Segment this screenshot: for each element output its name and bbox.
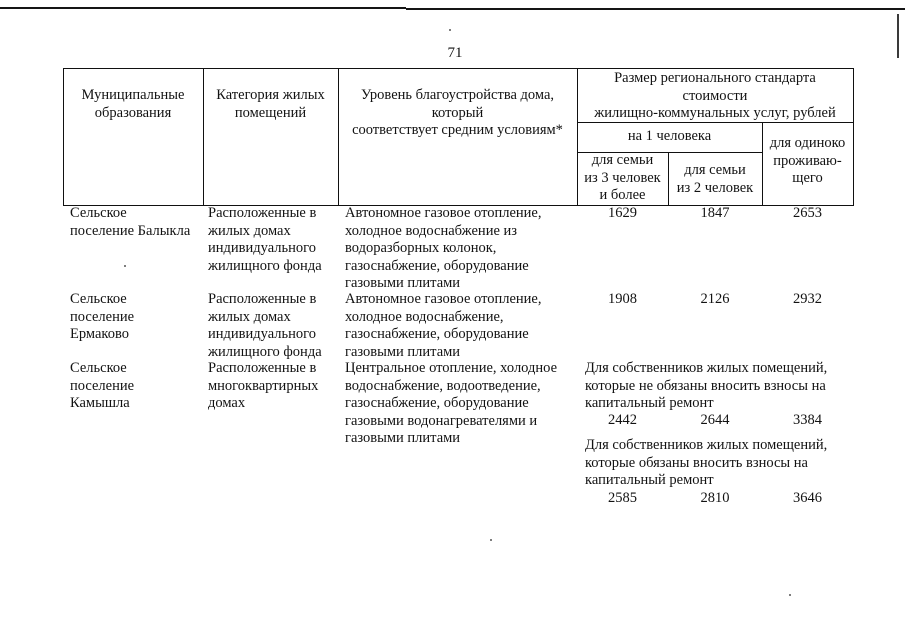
header-line: который <box>431 104 484 121</box>
header-line: Муниципальные <box>81 87 185 103</box>
header-line: щего <box>792 170 823 186</box>
cell-line: домах <box>208 395 246 411</box>
cell-line: жилищного фонда <box>208 343 322 360</box>
header-line: помещений <box>234 104 307 121</box>
value-single-resident: 3384 <box>793 412 822 428</box>
cell-line: Сельское <box>70 291 127 307</box>
header-line: жилищно-коммунальных услуг, рублей <box>594 105 836 121</box>
amenities-cell <box>345 205 542 293</box>
cell-line: холодное водоснабжение из <box>345 222 517 239</box>
cell-line: поселение <box>70 377 135 394</box>
header-line: проживаю- <box>773 152 842 169</box>
cell-line: холодное водоснабжение, <box>345 308 504 325</box>
header-line: соответствует средним условиям* <box>352 122 563 138</box>
header-municipality <box>63 87 203 122</box>
header-line: для семьи <box>591 152 654 168</box>
cell-line: Расположенные в <box>208 291 317 307</box>
cell-line: Сельское <box>70 360 127 376</box>
value-family-3plus: 2442 <box>608 412 637 428</box>
header-per-person <box>577 128 762 146</box>
header-line: Размер регионального стандарта <box>614 70 816 86</box>
value-family-3plus: 1908 <box>608 291 637 307</box>
scan-edge-mark <box>897 14 899 58</box>
header-line: на 1 человека <box>627 128 712 144</box>
cell-line: Автономное газовое отопление, <box>345 291 542 307</box>
cell-line: газовыми плитами <box>345 343 461 360</box>
header-single-resident <box>762 135 853 188</box>
table-grid-line <box>63 68 854 69</box>
cell-line: жилищного фонда <box>208 257 322 274</box>
header-line: из 2 человек <box>676 179 754 196</box>
cell-line: многоквартирных <box>208 377 319 394</box>
cell-line: жилых домах <box>208 222 291 239</box>
cell-line: которые обязаны вносить взносы на <box>585 454 808 471</box>
cell-line: капитальный ремонт <box>585 395 714 411</box>
table-grid-line <box>853 68 854 206</box>
value-single-resident: 3646 <box>793 490 822 506</box>
cell-line: капитальный ремонт <box>585 472 714 488</box>
owner-group-note <box>585 360 827 413</box>
header-family-2 <box>668 162 762 197</box>
value-family-3plus: 2585 <box>608 490 637 506</box>
header-line: из 3 человек <box>584 169 661 186</box>
cell-line: газовыми плитами <box>345 275 461 291</box>
header-line: Категория жилых <box>216 87 325 103</box>
value-family-2: 1847 <box>700 205 730 221</box>
cell-line: поселение <box>70 308 135 325</box>
page-top-rule <box>0 7 406 9</box>
cell-line: газоснабжение, оборудование <box>345 395 529 411</box>
cell-line: водоразборных колонок, <box>345 240 497 256</box>
cell-line: Расположенные в <box>208 205 317 221</box>
cell-line: поселение Балыкла <box>70 222 191 239</box>
header-amenities <box>338 87 577 140</box>
cell-line: газоснабжение, оборудование <box>345 257 529 274</box>
amenities-cell <box>345 291 542 361</box>
page-top-rule <box>406 8 905 10</box>
cell-line: жилых домах <box>208 308 291 325</box>
value-single-resident: 2932 <box>793 291 822 307</box>
header-line: Уровень благоустройства дома, <box>360 87 555 103</box>
header-line: для семьи <box>684 162 746 178</box>
category-cell <box>208 360 318 413</box>
table-row <box>0 205 905 291</box>
cell-line: Сельское <box>70 205 127 221</box>
cell-line: Для собственников жилых помещений, <box>585 360 828 376</box>
cell-line: Ермаково <box>70 326 129 342</box>
municipality-cell <box>70 360 134 413</box>
cell-line: индивидуального <box>208 240 316 256</box>
header-line: образования <box>94 104 172 121</box>
scan-speck <box>124 265 126 267</box>
municipality-cell <box>70 205 190 240</box>
scan-speck <box>490 539 492 541</box>
municipality-cell <box>70 291 134 344</box>
value-family-2: 2810 <box>700 490 730 506</box>
value-family-2: 2126 <box>700 291 730 307</box>
cell-line: Расположенные в <box>208 360 317 376</box>
scan-speck <box>789 594 791 596</box>
value-single-resident: 2653 <box>793 205 822 221</box>
cell-line: которые не обязаны вносить взносы на <box>585 377 826 394</box>
owner-group-note <box>585 437 827 490</box>
header-line: стоимости <box>682 87 748 104</box>
header-line: для одиноко <box>769 135 846 151</box>
cell-line: Камышла <box>70 395 130 411</box>
value-family-3plus: 1629 <box>608 205 637 221</box>
page-number: 71 <box>447 45 463 61</box>
amenities-cell <box>345 360 557 448</box>
table-row <box>0 360 905 506</box>
cell-line: газовыми водонагревателями и <box>345 412 538 429</box>
category-cell <box>208 291 322 361</box>
cell-line: Автономное газовое отопление, <box>345 205 542 221</box>
cell-line: газоснабжение, оборудование <box>345 326 529 342</box>
cell-line: Центральное отопление, холодное <box>345 360 558 376</box>
header-category <box>203 87 338 122</box>
header-standard-size <box>577 70 853 123</box>
header-line: и более <box>599 187 646 203</box>
header-family-3plus <box>577 152 668 205</box>
cell-line: водоснабжение, водоотведение, <box>345 377 541 394</box>
category-cell <box>208 205 322 275</box>
scan-speck <box>449 29 451 31</box>
cell-line: газовыми плитами <box>345 430 461 446</box>
value-family-2: 2644 <box>700 412 730 428</box>
table-row <box>0 291 905 360</box>
cell-line: индивидуального <box>208 326 316 342</box>
cell-line: Для собственников жилых помещений, <box>585 437 828 453</box>
